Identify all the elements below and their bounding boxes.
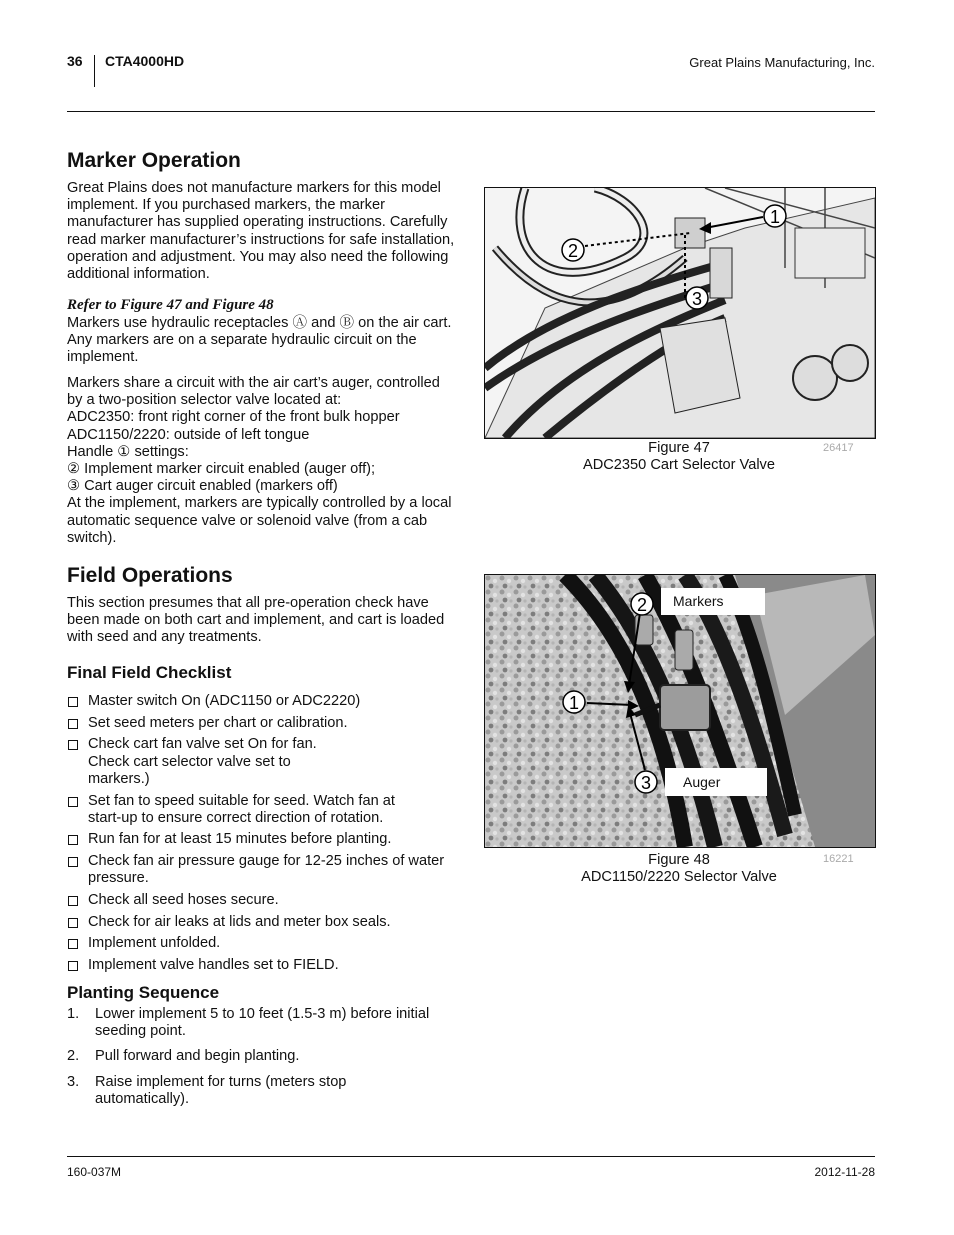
checkbox-icon [68,939,78,949]
checkbox-icon [68,918,78,928]
figure-47-id: 26417 [823,442,854,454]
document-date: 2012-11-28 [814,1165,875,1179]
figure-47-caption [484,440,874,474]
callout-1: 1 [769,207,781,227]
field-intro: This section presumes that all pre-operation check have been made on both cart and implement, and cart is loaded with seed and any treatments. [67,595,445,646]
header-rule [67,111,875,112]
marker-circuit-line: Markers share a circuit with the air cart’s auger, controlled by a two-position selector valve located at: [67,375,440,409]
planting-sequence-heading: Planting Sequence [67,983,220,1002]
sequence-step: 3. Raise implement for turns (meters stop automatically). [67,1073,347,1107]
marker-circuit-line: ② Implement marker circuit enabled (auger off); [67,461,376,478]
marker-circuit-line: ③ Cart auger circuit enabled (markers off) [67,478,338,495]
model-name: CTA4000HD [105,53,185,69]
auger-label: Auger [665,768,767,796]
figure-48-image [484,574,876,848]
checklist-item: Check all seed hoses secure. [67,892,459,909]
marker-operation-heading: Marker Operation [67,149,241,172]
figure-47-title: ADC2350 Cart Selector Valve [583,457,775,473]
figure-47-image [484,187,876,439]
footer-rule [67,1156,875,1157]
figure-48-caption [484,852,874,886]
figure-48-illustration [485,575,875,847]
checklist-item: Check cart fan valve set On for fan. Check cart selector valve set to markers.) [67,736,348,788]
checkbox-icon [68,835,78,845]
callout-1: 1 [568,693,580,713]
company-name: Great Plains Manufacturing, Inc. [689,55,875,70]
checkbox-icon [68,961,78,971]
sequence-step: 2. Pull forward and begin planting. [67,1048,300,1065]
marker-receptacles-text: Markers use hydraulic receptacles Ⓐ and Ⓑ on the air cart. Any markers are on a separate hydraulic circuit on the implement. [67,315,452,366]
figure-48-title: ADC1150/2220 Selector Valve [581,869,777,885]
marker-circuit-line: Handle ① settings: [67,443,189,460]
checklist-item: Set fan to speed suitable for seed. Watch fan at start-up to ensure correct direction of rotation. [67,793,428,827]
checklist-item: Implement unfolded. [67,935,459,952]
figure-48-number: Figure 48 [648,852,710,868]
figure-reference: Refer to Figure 47 and Figure 48 [67,297,274,313]
document-number: 160-037M [67,1165,122,1179]
checkbox-icon [68,740,78,750]
marker-circuit-line: ADC1150/2220: outside of left tongue [67,426,310,443]
figure-47-number: Figure 47 [648,440,710,456]
checkbox-icon [68,719,78,729]
checklist-item: Master switch On (ADC1150 or ADC2220) [67,693,459,710]
page-number: 36 [67,53,83,69]
checkbox-icon [68,697,78,707]
marker-circuit-line: At the implement, markers are typically controlled by a local automatic sequence valve or solenoid valve (from a cab switch). [67,495,452,546]
figure-47-illustration [485,188,875,438]
sequence-step: 1. Lower implement 5 to 10 feet (1.5-3 m) before initial seeding point. [67,1006,430,1040]
figure-48-id: 16221 [823,853,854,865]
marker-circuit-block [67,375,459,547]
checklist-item: Run fan for at least 15 minutes before planting. [67,831,459,848]
header-divider [94,55,95,87]
final-field-checklist-heading: Final Field Checklist [67,663,232,682]
checkbox-icon [68,797,78,807]
marker-intro [67,180,459,283]
callout-3: 3 [640,773,652,793]
markers-label: Markers [661,588,765,615]
checkbox-icon [68,896,78,906]
checklist-item: Check for air leaks at lids and meter box seals. [67,914,459,931]
checklist-item: Implement valve handles set to FIELD. [67,957,459,974]
callout-2: 2 [567,241,579,261]
callout-2: 2 [636,595,648,615]
marker-circuit-line: ADC2350: front right corner of the front bulk hopper [67,409,400,426]
marker-intro-text: Great Plains does not manufacture markers for this model implement. If you purchased markers, the marker manufacturer has supplied operating instructions. Carefully read marker manufacturer’s instructions for safe installation, operation and adjustment. You may also need the following additional information. [67,180,455,283]
callout-3: 3 [691,289,703,309]
field-operations-heading: Field Operations [67,564,233,587]
checklist-item: Check fan air pressure gauge for 12-25 inches of water pressure. [67,853,448,887]
checklist-item: Set seed meters per chart or calibration. [67,715,459,732]
checkbox-icon [68,857,78,867]
planting-sequence-list [67,1006,459,1116]
final-field-checklist [67,693,459,979]
